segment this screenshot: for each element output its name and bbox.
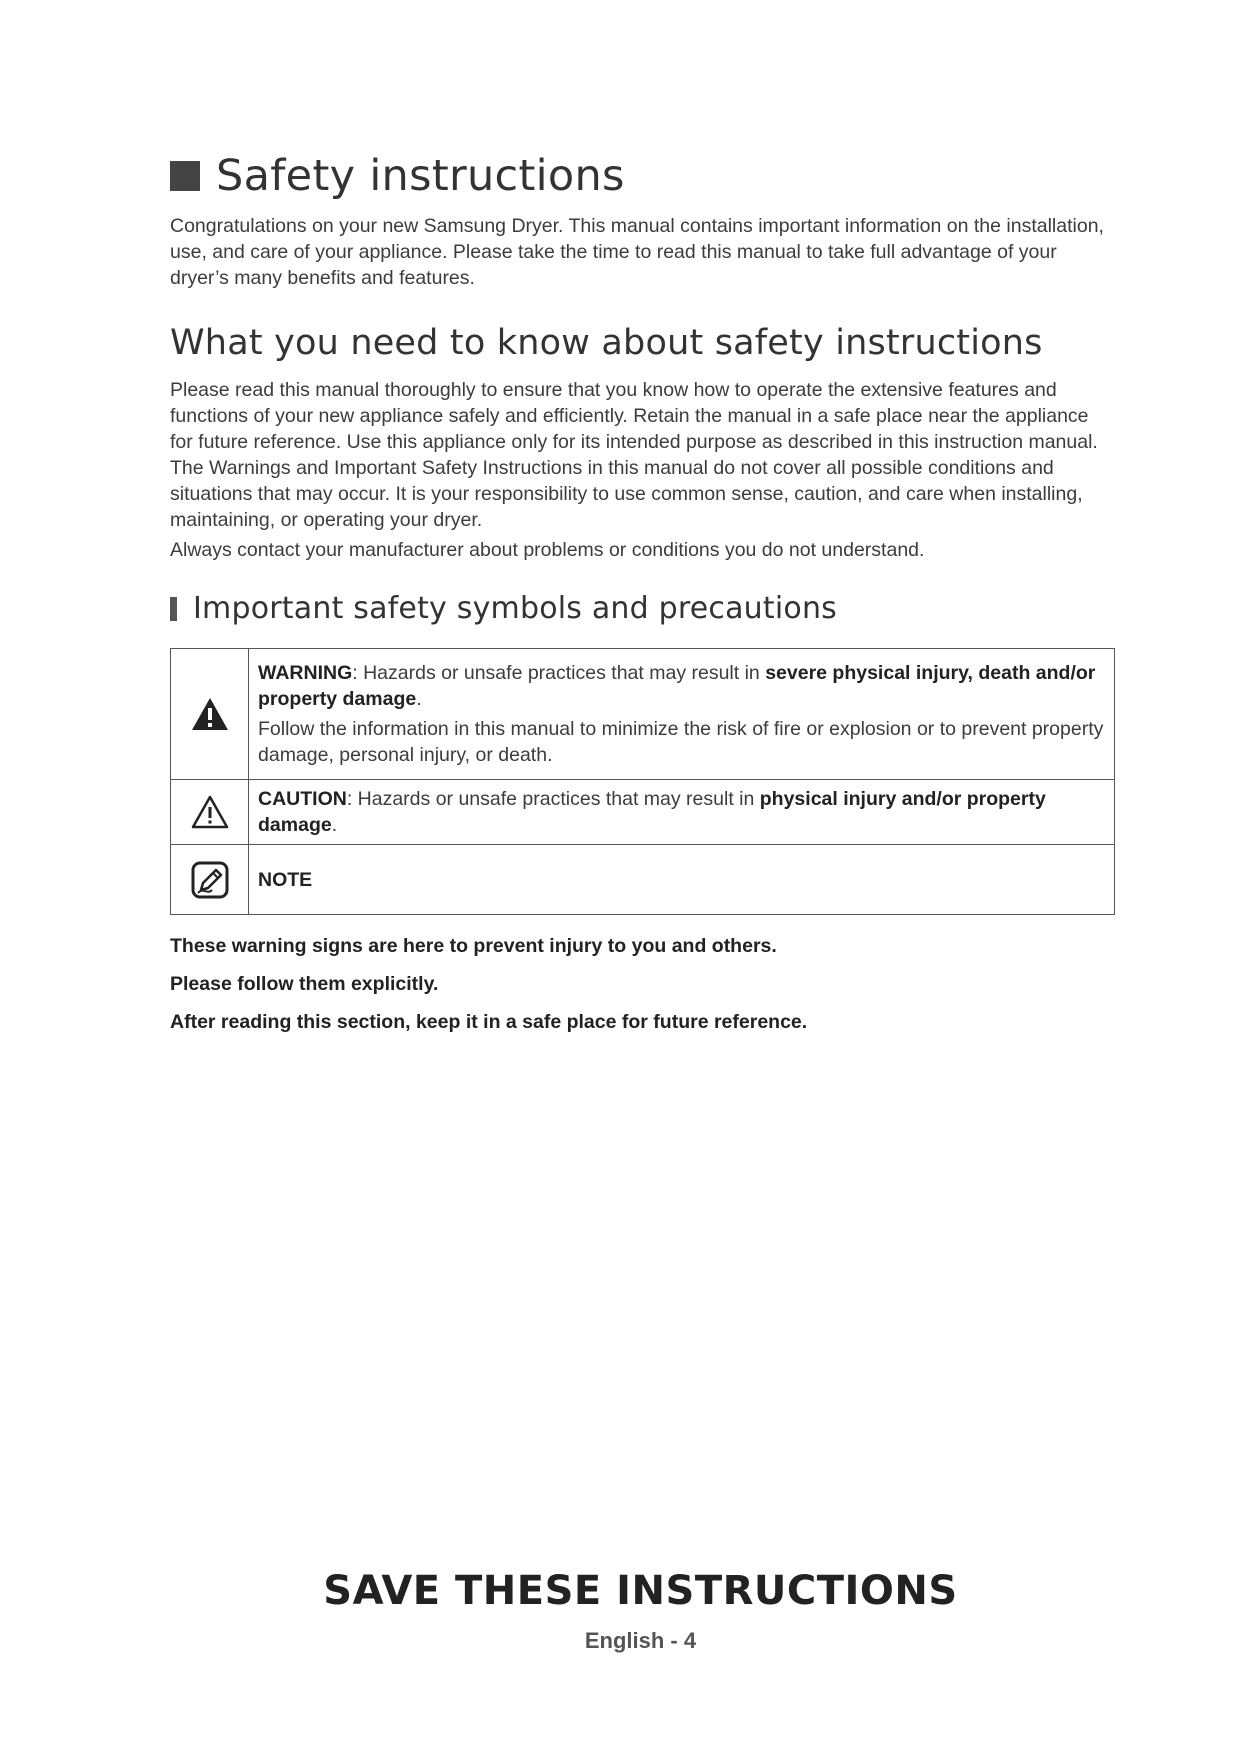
subsection-marker-icon — [170, 597, 177, 621]
note-label: NOTE — [258, 868, 313, 891]
warning-label: WARNING — [258, 662, 353, 684]
warning-emphasis: severe physical injury, death and/or property damage — [258, 662, 1096, 710]
caution-emphasis: physical injury and/or property damage — [258, 788, 1046, 836]
warning-end: . — [416, 688, 422, 710]
page-content — [170, 145, 1115, 1047]
table-row-note — [171, 845, 1115, 915]
caution-text: : Hazards or unsafe practices that may result in — [346, 788, 760, 810]
symbols-table — [170, 648, 1115, 915]
save-instructions-banner: SAVE THESE INSTRUCTIONS — [323, 1568, 958, 1614]
note-text-cell — [249, 845, 1115, 915]
know-paragraph: Please read this manual thoroughly to ensure that you know how to operate the extensive features and functions of your new appliance safely and efficiently. Retain the manual in a safe place near the appliance for future reference. Use this appliance only for its intended purpose as described in this instruction manual. The Warnings and Important Safety Instructions in this manual do not cover all possible conditions and situations that may occur. It is your responsibility to use common sense, caution, and care when installing, maintaining, or operating your dryer. — [170, 379, 1098, 531]
warning-text: : Hazards or unsafe practices that may result in — [352, 662, 766, 684]
know-heading: What you need to know about safety instructions — [170, 323, 1043, 363]
contact-paragraph: Always contact your manufacturer about problems or conditions you do not understand. — [170, 539, 925, 561]
symbols-heading-text: Important safety symbols and precautions — [193, 591, 837, 626]
section-marker-icon — [170, 161, 200, 191]
caution-icon-cell — [171, 780, 249, 845]
table-row-caution — [171, 780, 1115, 845]
note-pencil-icon — [190, 860, 230, 900]
note-icon-cell — [171, 845, 249, 915]
section-title — [170, 145, 1115, 207]
symbols-heading — [170, 591, 1115, 626]
warning-text-cell — [249, 649, 1115, 780]
section-title-text: Safety instructions — [216, 151, 625, 201]
page-number: English - 4 — [584, 1628, 697, 1653]
closing-line: Please follow them explicitly. — [170, 973, 439, 995]
caution-label: CAUTION — [258, 788, 347, 810]
closing-notes — [170, 933, 1115, 1035]
warning-filled-triangle-icon — [190, 696, 230, 732]
caution-outline-triangle-icon — [190, 794, 230, 830]
closing-line: These warning signs are here to prevent injury to you and others. — [170, 935, 777, 957]
table-row-warning — [171, 649, 1115, 780]
caution-text-cell — [249, 780, 1115, 845]
warning-follow-text: Follow the information in this manual to minimize the risk of fire or explosion or to prevent property damage, personal injury, or death. — [258, 718, 1104, 766]
closing-line: After reading this section, keep it in a safe place for future reference. — [170, 1011, 808, 1033]
intro-paragraph: Congratulations on your new Samsung Dryer. This manual contains important information on the installation, use, and care of your appliance. Please take the time to read this manual to take full advantage of your dryer’s many benefits and features. — [170, 215, 1104, 289]
warning-line — [258, 660, 1105, 712]
caution-end: . — [331, 814, 338, 836]
warning-icon-cell — [171, 649, 249, 780]
